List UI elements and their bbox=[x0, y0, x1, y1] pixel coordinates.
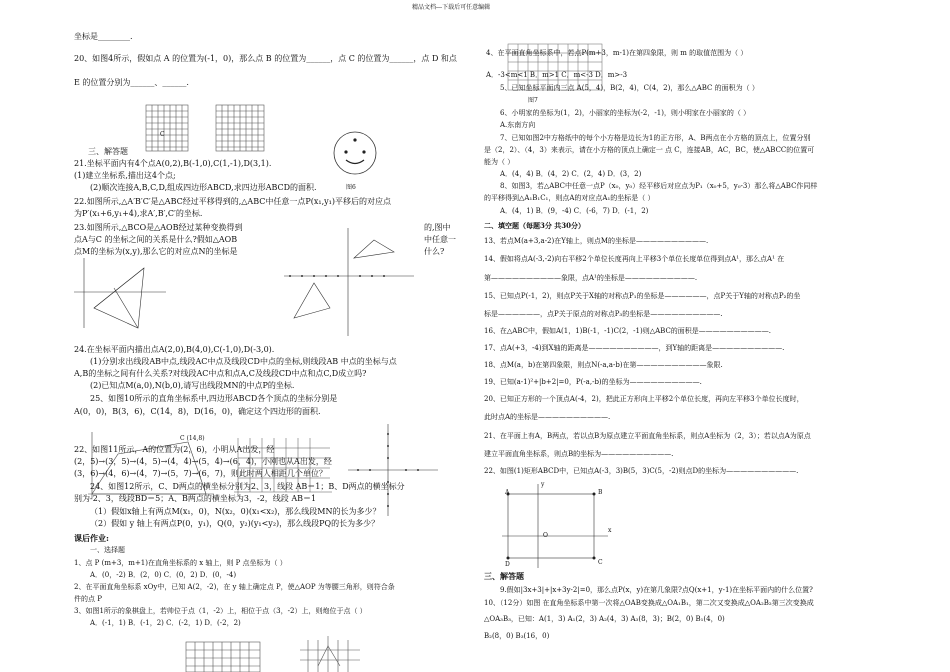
q23-line: 23.如图所示,△BCO是△AOB经过某种变换得到 bbox=[74, 223, 243, 232]
chessboard-figure bbox=[186, 640, 260, 672]
q7-options: A．(4，4) B．(4，2) C．(2，4) D．(3，2) bbox=[500, 170, 642, 178]
q21-line: 21.坐标平面内有4个点A(0,2),B(-1,0),C(1,-1),D(3,1). bbox=[74, 159, 272, 168]
fill-q21: 建立平面直角坐标系，则点B的坐标为——————————. bbox=[484, 450, 674, 458]
fill-q21: 21、在平面上有A，B两点，若以点B为原点建立平面直角坐标系，则点A坐标为（2，3）；若以点A为原点 bbox=[484, 432, 811, 440]
fill-q19: 19、已知(a-1)²+|b+2|=0，P(-a,-b)的坐标为——————————. bbox=[484, 378, 702, 386]
left-line: 坐标是________. bbox=[74, 32, 133, 41]
q24-line: 24.在坐标平面内描出点A(2,0),B(4,0),C(-1,0),D(-3,0). bbox=[74, 345, 275, 354]
q21-line: (1)建立坐标系,描出这4个点; bbox=[74, 171, 176, 180]
rect-label-y: y bbox=[541, 481, 545, 488]
q23-line: 的,图中 bbox=[424, 223, 451, 232]
rect-label-a: A bbox=[505, 489, 510, 496]
fill-q22: 22、如图(1)矩形ABCD中，已知点A(-3，3)B(5，3)C(5，-2)则点D的坐标为——————————. bbox=[484, 467, 799, 475]
q24x-line: 别为-2、3，线段BD＝5；A、B两点的横坐标为3，-2，线段 AB＝1 bbox=[74, 494, 317, 503]
q4-options: A．-3<m<1 B．m>1 C．m<-3 D．m>-3 bbox=[486, 71, 628, 79]
q24-line: (1)分别求出线段AB中点,线段AC中点及线段CD中点的坐标,则线段AB 中点的坐标与点 bbox=[90, 357, 397, 366]
q8: 8、如图3，若△ABC中任意一点P（x₀，y₀）经平移后对应点为P₁（x₀+5，y₀-3）那么将△ABC作同样 bbox=[500, 182, 818, 190]
q22x-line: (3，6)→(4，6)→(4，7)→(5，7)→(6，7)，则此时两人相距几个单位？ bbox=[74, 469, 327, 478]
answer-q10: B₂(8，0) B₃(16，0) bbox=[484, 632, 550, 640]
fill-q17: 17、点A(+3，-4)到X轴的距离是——————————，到Y轴的距离是——————————. bbox=[484, 344, 785, 352]
answer-q10: 10、（12分）如图 在直角坐标系中第一次将△OAB变换成△OA₁B₁，第二次又变换成△OA₂B₂第三次变换成 bbox=[484, 599, 814, 607]
figure-4-grid-1 bbox=[146, 105, 188, 151]
q7: 是（2，2）、（4，3）来表示，请在小方格的顶点上确定一 点 C，连接AB，AC，BC，使△ABCC的位置可 bbox=[484, 146, 815, 154]
q23-line: 点M的坐标为(x,y),那么它的对应点N的坐标是 bbox=[74, 247, 238, 256]
hw-q1-options: A．(0，-2) B．(2，0) C．(0，2) D．(0，-4) bbox=[90, 571, 237, 579]
q23-line: 什么? bbox=[424, 247, 445, 256]
q5: 5、已知坐标平面内三点 A(5，4)，B(2，4)，C(4，2)，那么△ABC 的面积为（ ） bbox=[500, 84, 759, 92]
fill-q15: 15、已知点P(-1，2)，则点P关于X轴的对称点P₁的坐标是——————，点P关于Y轴的对称点P₂的坐 bbox=[484, 292, 801, 300]
answer-section-heading: 三、解答题 bbox=[484, 571, 524, 581]
q24-line: (2)已知点M(a,0),N(b,0),请写出线段MN的中点P的坐标. bbox=[90, 381, 295, 390]
answer-q10: △OA₃B₃，已知：A(1，3) A₁(2，3) A₂(4，3) A₃(8，3)；B(2，0) B₁(4，0) bbox=[484, 615, 725, 623]
q4: 4、在平面直角坐标系中，若点P(m+3，m-1)在第四象限，则 m 的取值范围为（ ） bbox=[486, 49, 748, 57]
rect-label-c: C bbox=[598, 559, 603, 566]
figure-7-label: 图7 bbox=[528, 97, 538, 104]
quadrilateral-figure bbox=[88, 432, 218, 502]
q22x-line: (2，5)→(3，5)→(4，5)→(4，4)→(5，4)→(6，4)，小刚也从A出发，经 bbox=[74, 457, 332, 466]
left-line: E 的位置分别为______、______. bbox=[74, 78, 189, 87]
grid-figure-small bbox=[300, 636, 362, 672]
fill-q14: 第——————————象限，点A¹的坐标是——————————. bbox=[484, 274, 698, 282]
q21-line: (2)顺次连接A,B,C,D,组成四边形ABCD,求四边形ABCD的面积. bbox=[90, 183, 317, 192]
rectangle-figure bbox=[500, 481, 614, 570]
hw-q3: 3、如图1所示的象棋盘上，若帅位于点（1，-2）上，相位于点（3，-2）上，则炮位于点（ ） bbox=[74, 607, 367, 615]
homework-heading: 课后作业: bbox=[74, 533, 109, 543]
q23-line: 中任意一 bbox=[424, 235, 456, 244]
q24x-line: （1）假如x轴上有两点M(x₁，0)，N(x₂，0)(x₁<x₂)，那么线段MN的长为多少？ bbox=[90, 507, 381, 516]
q24-line: A,B的坐标之间有什么关系?对线段AC中点和点A,C及线段CD中点和点C,D成立吗? bbox=[74, 369, 367, 378]
rect-label-b: B bbox=[598, 489, 603, 496]
fill-q14: 14、假如将点A(-3,-2)向右平移2个单位长度再向上平移3个单位长度单位得到点A¹，那么点A¹ 在 bbox=[484, 255, 785, 263]
q6: 6、小明家的坐标为(1，2)，小丽家的坐标为(-2，-1)，则小明家在小丽家的（ ） bbox=[500, 109, 751, 117]
axis-figure-12 bbox=[348, 424, 440, 520]
figure-label-c: C bbox=[160, 131, 165, 138]
left-line: 20、如图4所示，假如点 A 的位置为(-1，0)，那么点 B 的位置为______，点 C 的位置为______，点 D 和点 bbox=[74, 54, 457, 63]
q23-line: 点A与C 的坐标之间的关系是什么?假如△AOB bbox=[74, 235, 238, 244]
q22-line: 22.如图所示,△A′B′C′是△ABC经过平移得到的,△ABC中任意一点P(x₁,y₁)平移后的对应点 bbox=[74, 197, 391, 206]
q25-line: A(0，0)，B(3，6)，C(14，8)，D(16，0)，确定这个四边形的面积. bbox=[74, 407, 321, 416]
fill-q18: 18、点M(a，b)在第四象限，则点N(-a,a-b)在第——————————象限. bbox=[484, 361, 723, 369]
fill-q15: 标是——————，点P关于原点的对称点P₃的坐标是——————————. bbox=[484, 310, 723, 318]
rect-label-d: D bbox=[505, 561, 510, 568]
q24x-line: （2）假如 y 轴上有两点P(0，y₁)，Q(0，y₂)(y₁<y₂)，那么线段PQ的长为多少？ bbox=[90, 519, 380, 528]
choice-heading: 一、选择题 bbox=[90, 546, 125, 554]
q22x-line: 22、如图11所示，A的位置为(2，6)，小明从A出发，经 bbox=[74, 445, 275, 454]
rect-label-origin: O bbox=[543, 532, 548, 539]
q8-options: A．(4，1) B．(9，-4) C．(-6，7) D．(-1，2) bbox=[500, 207, 649, 215]
q7: 7、已知如图2中方格纸中的每个小方格是边长为1的正方形，A、B两点在小方格的顶点上，位置分别 bbox=[500, 134, 811, 142]
page-header: 精品文档---下载后可任意编辑 bbox=[412, 4, 491, 11]
fill-section-heading: 二、填空题（每题3分 共30分） bbox=[484, 221, 586, 230]
section-heading: 三、解答题 bbox=[88, 147, 128, 156]
smiley-figure bbox=[333, 127, 377, 183]
fill-q20: 20、已知正方形的一个顶点A(-4，2)，把此正方形向上平移2个单位长度，再向左平移3个单位长度时， bbox=[484, 395, 804, 403]
figure-label-c148: C (14,8) bbox=[180, 435, 205, 442]
figure-6-label: 图6 bbox=[346, 184, 356, 191]
hw-q1: 1、点 P (m+3，m+1)在直角坐标系的 x 轴上，则 P 点坐标为（ ） bbox=[74, 559, 287, 567]
q6-option: A.东南方向 bbox=[500, 121, 536, 129]
fill-q13: 13、若点M(a+3,a-2)在Y轴上，则点M的坐标是——————————. bbox=[484, 237, 709, 245]
hw-q2b: 件的点 P bbox=[74, 595, 102, 603]
q24x-line: 24、如图12所示，C、D两点的横坐标分别为2、3，线段 AB＝1；B、D两点的横坐标分 bbox=[90, 482, 405, 491]
fill-q20: 此时点A的坐标是——————————. bbox=[484, 413, 611, 421]
figure-4-grid-2 bbox=[216, 105, 264, 151]
answer-q9: 9.假如|3x+3|+|x+3y-2|=0，那么点P(x，y)在第几象限?点Q(x+1，y-1)在坐标平面内的什么位置? bbox=[500, 586, 813, 594]
rect-label-x: x bbox=[608, 527, 612, 534]
hw-q3-options: A．(-1，1) B．(-1，2) C．(-2，1) D．(-2，2) bbox=[90, 619, 241, 627]
q7: 能为（ ） bbox=[484, 158, 515, 166]
hw-q2: 2、在平面直角坐标系 xOy中，已知 A(2，-2)，在 y 轴上确定点 P，使△AOP 为等腰三角形，则符合条 bbox=[74, 583, 395, 591]
q8: 的平移得到△A₁B₁C₁，则点A的对应点A₁的坐标是（ ） bbox=[484, 194, 655, 202]
fill-q16: 16、在△ABC中，假如A(1，1)B(-1，-1)C(2，-1)则△ABC的面积是——————————. bbox=[484, 327, 772, 335]
coordinate-figure bbox=[284, 228, 424, 338]
q25-line: 25、如图10所示的直角坐标系中,四边形ABCD各个顶点的坐标分别是 bbox=[90, 394, 338, 403]
q22-line: 为P′(x₁+6,y₁+4),求A′,B′,C′的坐标. bbox=[74, 209, 203, 218]
triangle-figure bbox=[74, 258, 174, 336]
